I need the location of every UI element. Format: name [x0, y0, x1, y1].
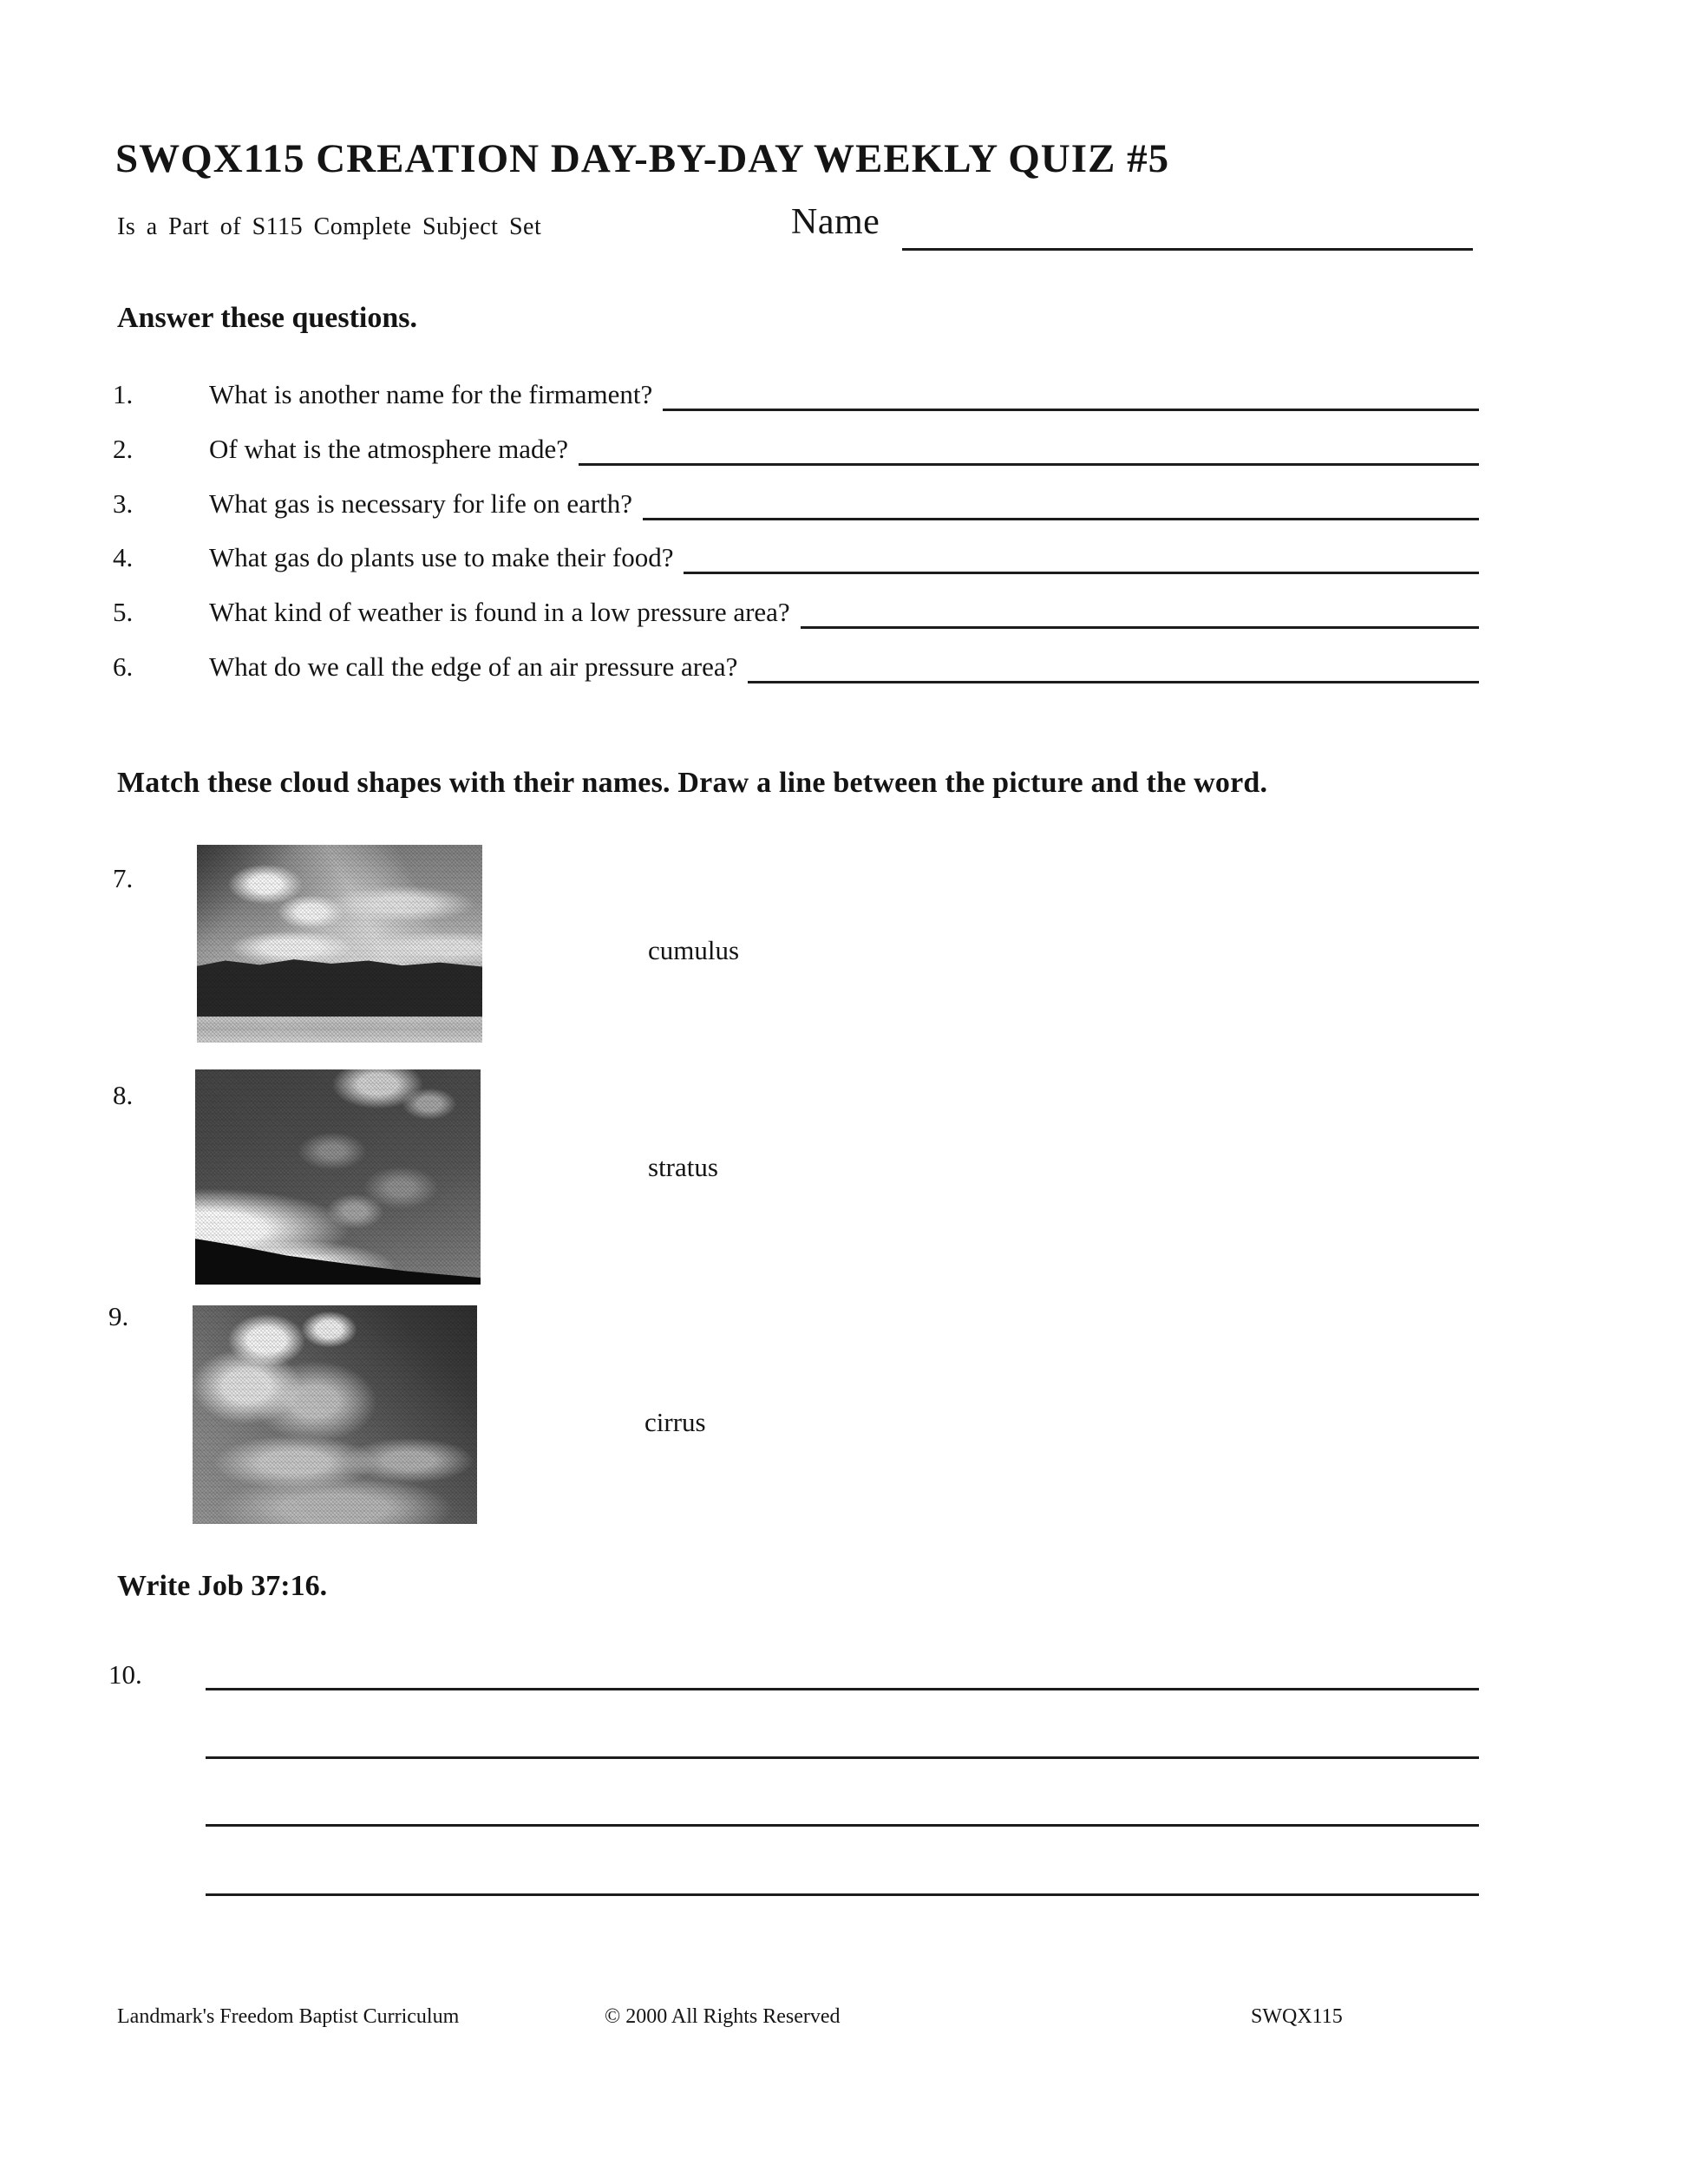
match-item-number-8: 8.	[113, 1080, 134, 1110]
cloud-word-stratus[interactable]: stratus	[648, 1152, 718, 1182]
footer-publisher: Landmark's Freedom Baptist Curriculum	[117, 2005, 460, 2028]
page-title: SWQX115 CREATION DAY-BY-DAY WEEKLY QUIZ #5	[115, 136, 1170, 181]
question-row-4	[113, 542, 1479, 573]
answer-blank-line-2[interactable]	[579, 463, 1479, 466]
question-text: What gas is necessary for life on earth?	[209, 488, 633, 519]
question-number: 2.	[113, 434, 134, 464]
question-row-2	[113, 434, 1479, 465]
match-item-number-7: 7.	[113, 863, 134, 893]
question-text: What gas do plants use to make their food?	[209, 542, 674, 572]
verse-blank-line-1[interactable]	[206, 1688, 1479, 1690]
question-text: What is another name for the firmament?	[209, 379, 653, 409]
halftone-texture	[193, 1305, 477, 1524]
write-section-heading: Write Job 37:16.	[117, 1570, 328, 1602]
cloud-photo-9[interactable]	[193, 1305, 477, 1524]
halftone-texture	[195, 1069, 481, 1285]
verse-blank-line-3[interactable]	[206, 1824, 1479, 1827]
question-row-3	[113, 488, 1479, 520]
verse-blank-line-2[interactable]	[206, 1756, 1479, 1759]
question-number: 5.	[113, 597, 134, 627]
question-number-10: 10.	[108, 1659, 142, 1690]
footer-copyright: © 2000 All Rights Reserved	[605, 2005, 841, 2028]
answer-blank-line-5[interactable]	[801, 626, 1479, 629]
question-text: What do we call the edge of an air pressure area?	[209, 651, 738, 682]
question-number: 4.	[113, 542, 134, 572]
cloud-word-cumulus[interactable]: cumulus	[648, 935, 740, 965]
question-row-6	[113, 651, 1479, 683]
question-row-5	[113, 597, 1479, 628]
question-text: Of what is the atmosphere made?	[209, 434, 569, 464]
question-text: What kind of weather is found in a low pressure area?	[209, 597, 790, 627]
verse-blank-line-4[interactable]	[206, 1893, 1479, 1896]
cloud-photo-7[interactable]	[197, 845, 482, 1043]
answer-blank-line-4[interactable]	[684, 572, 1479, 574]
halftone-texture	[197, 845, 482, 1043]
question-number: 6.	[113, 651, 134, 682]
name-blank-line[interactable]	[902, 248, 1473, 251]
cloud-word-cirrus[interactable]: cirrus	[644, 1407, 706, 1437]
question-row-1	[113, 379, 1479, 410]
match-section-heading: Match these cloud shapes with their names. Draw a line between the picture and the word.	[117, 767, 1268, 799]
answer-blank-line-3[interactable]	[643, 518, 1479, 520]
name-label: Name	[791, 202, 880, 242]
answer-blank-line-6[interactable]	[748, 681, 1479, 683]
cloud-photo-8[interactable]	[195, 1069, 481, 1285]
footer-doc-code: SWQX115	[1251, 2005, 1343, 2028]
match-item-number-9: 9.	[108, 1301, 129, 1331]
question-number: 3.	[113, 488, 134, 519]
page-subtitle: Is a Part of S115 Complete Subject Set	[117, 213, 542, 240]
question-number: 1.	[113, 379, 134, 409]
answer-section-heading: Answer these questions.	[117, 302, 418, 334]
answer-blank-line-1[interactable]	[663, 409, 1479, 411]
